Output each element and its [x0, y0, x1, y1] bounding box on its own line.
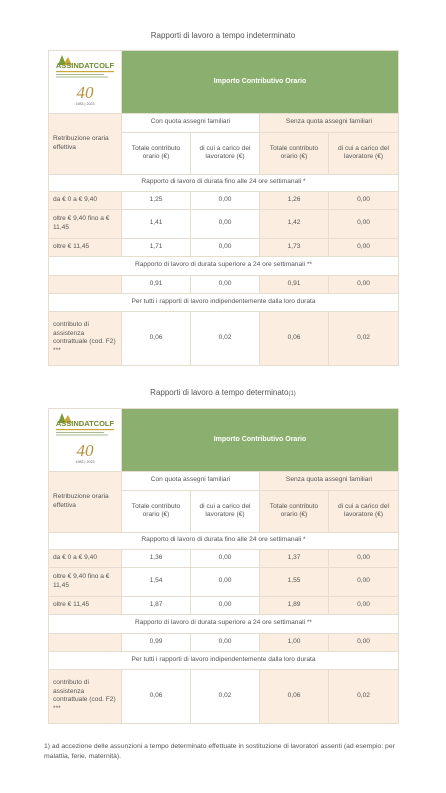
section-header: Rapporto di lavoro di durata superiore a 24 ore settimanali **: [49, 256, 399, 275]
table-row: oltre € 9,40 fino a € 11,45 1,54 0,00 1,55 0,00: [49, 567, 399, 596]
group-with-family: Con quota assegni familiari: [122, 471, 260, 490]
col-total: Totale contributo orario (€): [260, 490, 329, 532]
logo: [49, 409, 122, 472]
svg-text:40: 40: [76, 441, 94, 460]
footnote: 1) ad accezione delle assunzioni a tempo determinato effettuate in sostituzione di lavoratori assenti (ad esempio: per malattia, ferie, maternità).: [44, 743, 395, 761]
section-header: Per tutti i rapporti di lavoro indipendentemente dalla loro durata: [49, 293, 399, 311]
col-total: Totale contributo orario (€): [122, 132, 191, 174]
row-label-header: Retribuzione oraria effettiva: [49, 471, 122, 532]
section-header: Per tutti i rapporti di lavoro indipendentemente dalla loro durata: [49, 651, 399, 669]
header-main: Importo Contributivo Orario: [122, 51, 399, 114]
table-row: contributo di assistenza contrattuale (cod. F2) *** 0,06 0,02 0,06 0,02: [49, 311, 399, 365]
section-header: Rapporto di lavoro di durata fino alle 24 ore settimanali *: [49, 174, 399, 191]
col-worker: di cui a carico del lavoratore (€): [191, 132, 260, 174]
table-row: 0,99 0,00 1,00 0,00: [49, 633, 399, 651]
table-row: contributo di assistenza contrattuale (cod. F2) *** 0,06 0,02 0,06 0,02: [49, 669, 399, 723]
svg-text:1983 | 2023: 1983 | 2023: [75, 102, 95, 106]
svg-text:ASSINDATCOLF: ASSINDATCOLF: [55, 419, 115, 428]
assindatcolf-logo-icon: [50, 409, 120, 467]
logo: [49, 51, 122, 114]
contribution-table: [48, 50, 399, 366]
table-row: oltre € 11,45 1,87 0,00 1,89 0,00: [49, 596, 399, 614]
col-worker: di cui a carico del lavoratore (€): [329, 132, 399, 174]
row-label-header: Retribuzione oraria effettiva: [49, 113, 122, 174]
table-row: da € 0 a € 9,40 1,25 0,00 1,26 0,00: [49, 191, 399, 209]
svg-text:1983 | 2023: 1983 | 2023: [75, 460, 95, 464]
table-row: oltre € 11,45 1,71 0,00 1,73 0,00: [49, 238, 399, 256]
section-header: Rapporto di lavoro di durata superiore a 24 ore settimanali **: [49, 614, 399, 633]
section-header: Rapporto di lavoro di durata fino alle 24 ore settimanali *: [49, 532, 399, 549]
col-worker: di cui a carico del lavoratore (€): [329, 490, 399, 532]
svg-text:40: 40: [76, 83, 94, 102]
contribution-table: [48, 408, 399, 724]
header-main: Importo Contributivo Orario: [122, 409, 399, 472]
svg-text:ASSINDATCOLF: ASSINDATCOLF: [55, 61, 115, 70]
group-without-family: Senza quota assegni familiari: [260, 471, 399, 490]
table-title: Rapporti di lavoro a tempo indeterminato: [150, 31, 296, 40]
assindatcolf-logo-icon: [50, 51, 120, 109]
col-total: Totale contributo orario (€): [260, 132, 329, 174]
group-with-family: Con quota assegni familiari: [122, 113, 260, 132]
table-row: oltre € 9,40 fino a € 11,45 1,41 0,00 1,42 0,00: [49, 209, 399, 238]
table-row: 0,91 0,00 0,91 0,00: [49, 275, 399, 293]
col-total: Totale contributo orario (€): [122, 490, 191, 532]
table-row: da € 0 a € 9,40 1,36 0,00 1,37 0,00: [49, 549, 399, 567]
table-title: Rapporti di lavoro a tempo determinato(1): [150, 388, 296, 397]
group-without-family: Senza quota assegni familiari: [260, 113, 399, 132]
col-worker: di cui a carico del lavoratore (€): [191, 490, 260, 532]
